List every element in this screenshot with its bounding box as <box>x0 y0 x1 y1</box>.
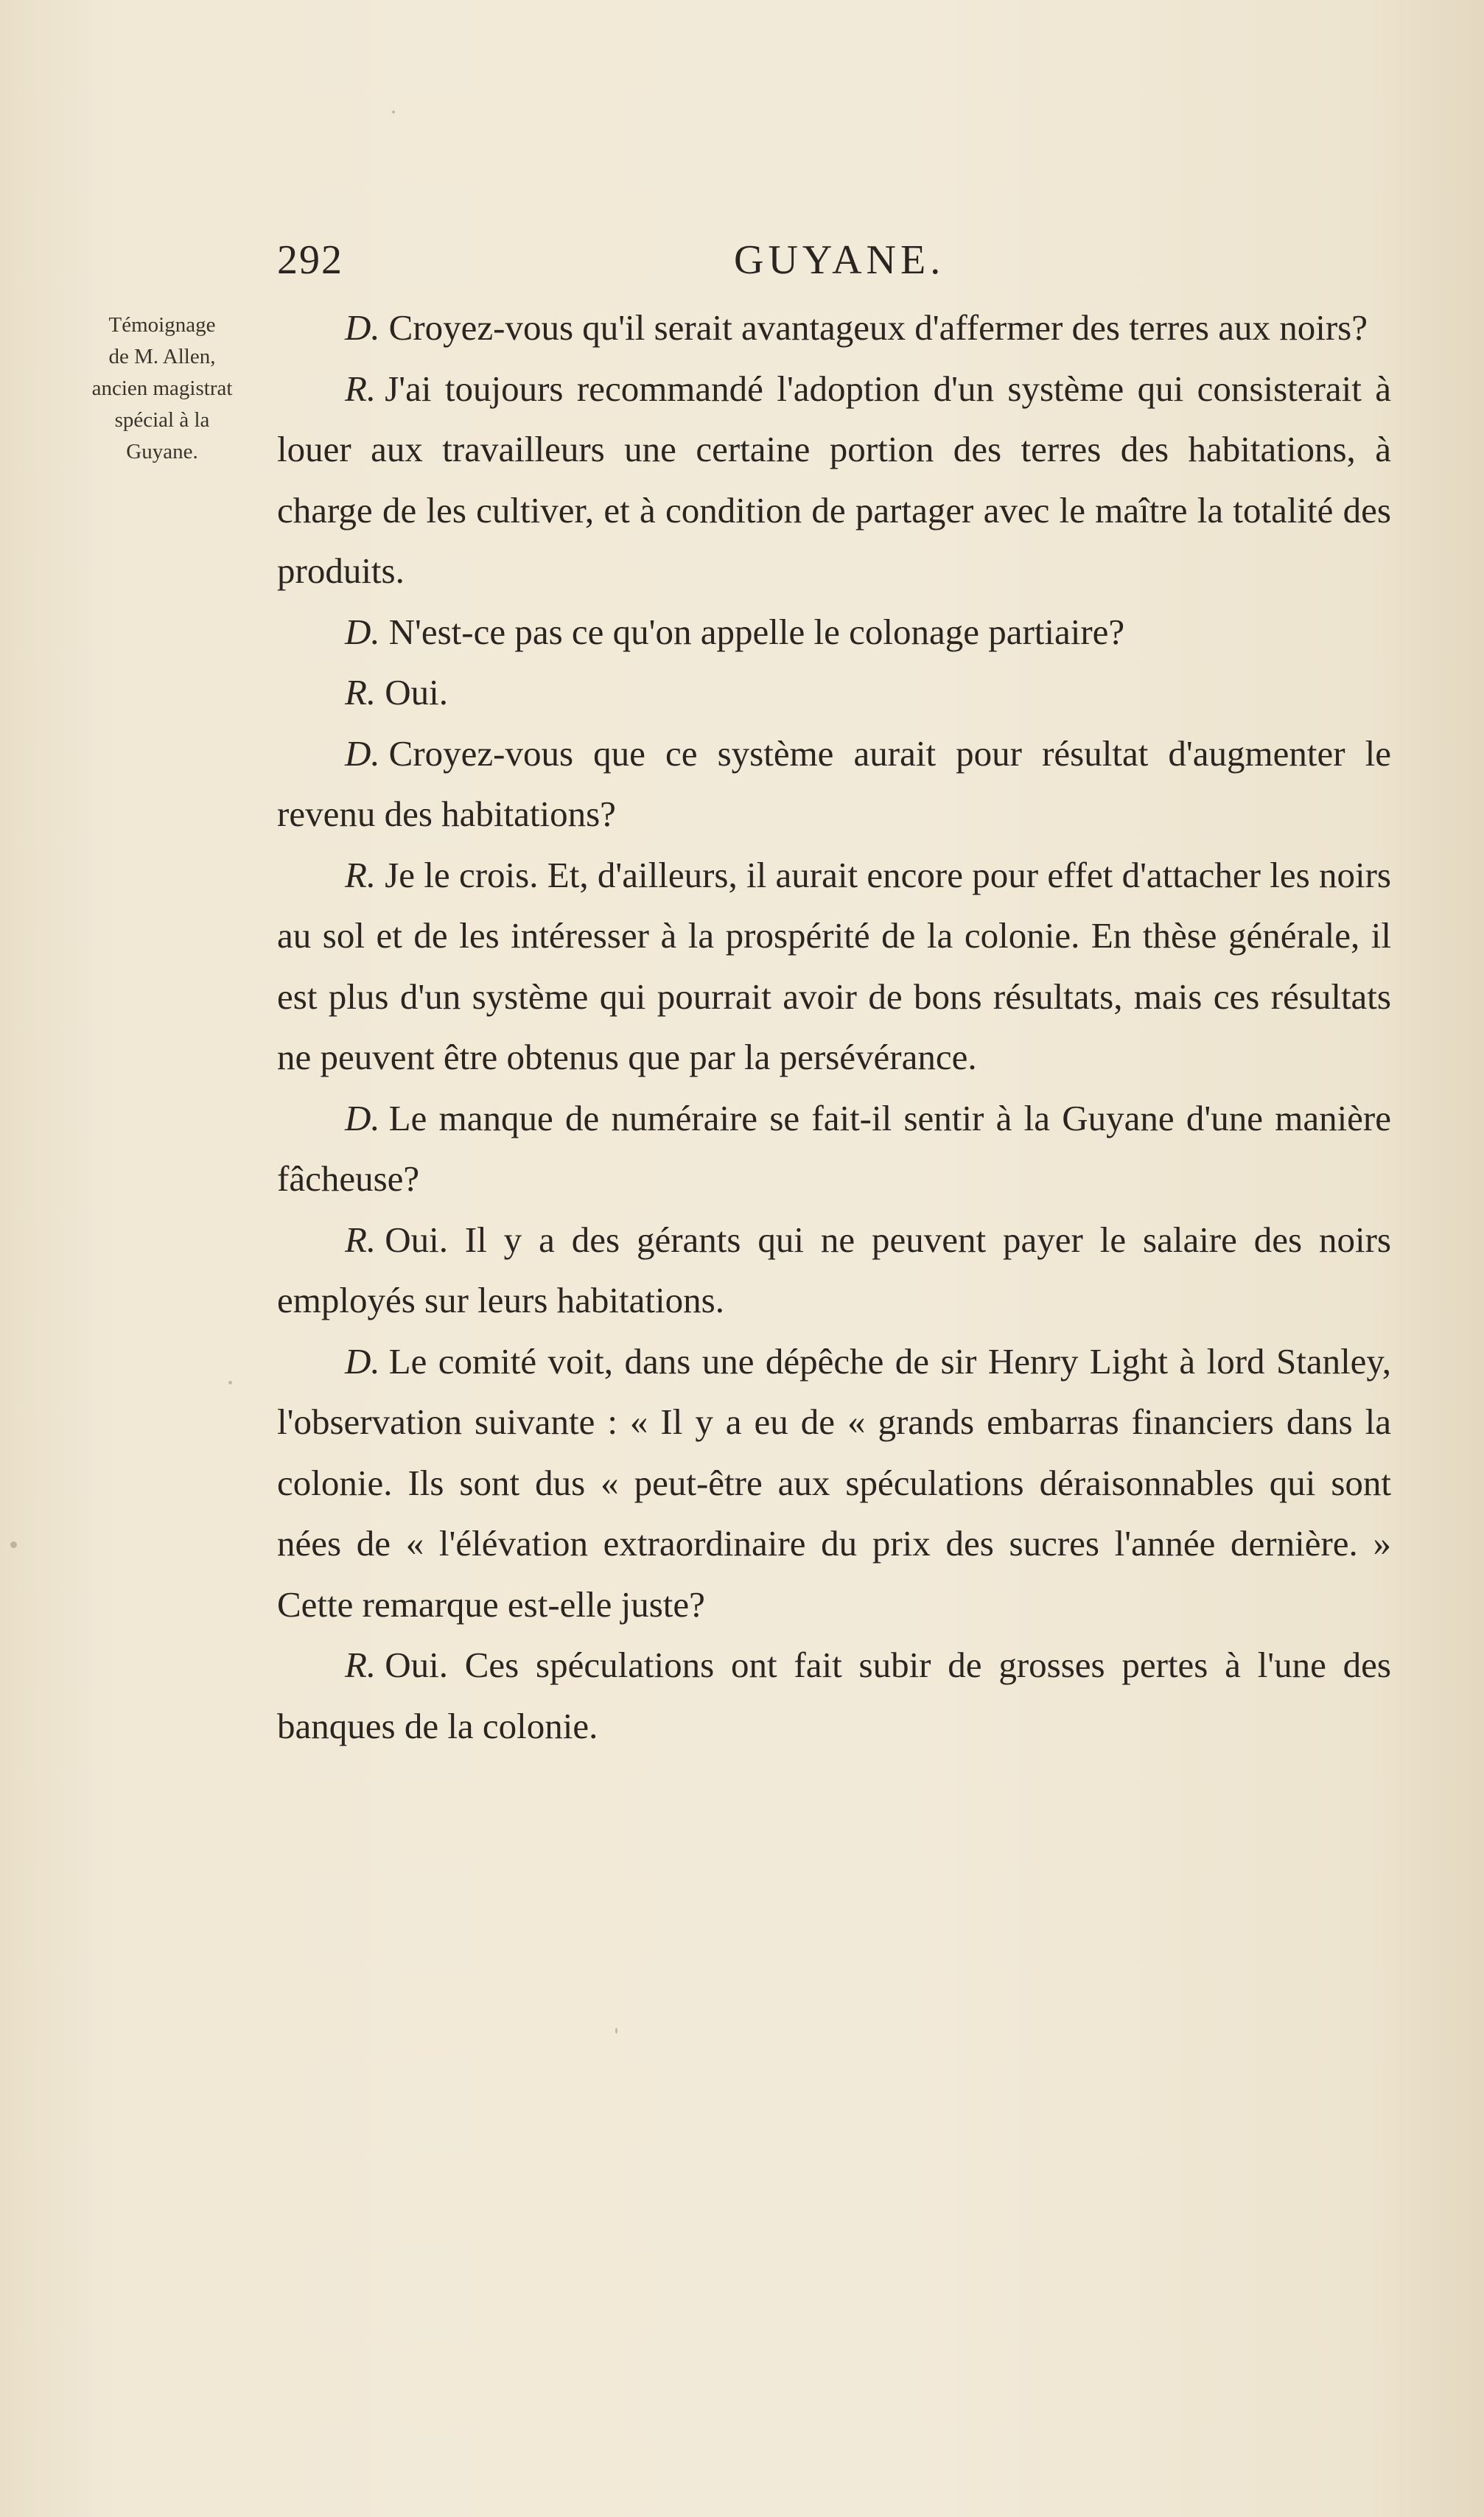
speaker-label: R. <box>345 1219 377 1260</box>
speaker-label: D. <box>345 1340 380 1382</box>
speaker-label: D. <box>345 732 380 774</box>
dialogue-paragraph <box>277 298 1391 359</box>
paper-speck <box>392 111 395 113</box>
margin-note-line: Guyane. <box>126 440 198 463</box>
running-title: GUYANE. <box>734 237 945 283</box>
dialogue-paragraph <box>277 1331 1391 1636</box>
margin-note-line: ancien magistrat <box>91 377 233 400</box>
margin-note-line: spécial à la <box>114 408 210 432</box>
dialogue-paragraph <box>277 662 1391 724</box>
paragraph-text: Oui. <box>385 672 448 713</box>
paragraph-text: Oui. Il y a des gérants qui ne peuvent payer le salaire des noirs employés sur leurs habitations. <box>277 1219 1391 1320</box>
paragraph-text: Croyez-vous qu'il serait avantageux d'affermer des terres aux noirs? <box>388 307 1368 348</box>
body-text <box>277 298 1391 1757</box>
speaker-label: R. <box>345 854 377 895</box>
paragraph-text: Je le crois. Et, d'ailleurs, il aurait encore pour effet d'attacher les noirs au sol et de les intéresser à la prospérité de la colonie. En thèse générale, il est plus d'un système qui pourrait avoir de bons résultats, mais ces résultats ne peuvent être obtenus que par la persévérance. <box>277 854 1391 1077</box>
dialogue-paragraph <box>277 1210 1391 1331</box>
paper-speck <box>10 1541 17 1548</box>
speaker-label: R. <box>345 1645 377 1685</box>
speaker-label: D. <box>345 1097 380 1138</box>
speaker-label: D. <box>345 611 380 652</box>
paper-speck <box>615 2028 617 2034</box>
paragraph-text: Oui. Ces spéculations ont fait subir de grosses pertes à l'une des banques de la colonie. <box>277 1645 1391 1746</box>
paragraph-text: N'est-ce pas ce qu'on appelle le colonage partiaire? <box>388 611 1125 652</box>
margin-note-line: Témoignage <box>108 313 216 337</box>
page-number: 292 <box>277 237 343 283</box>
speaker-label: R. <box>345 368 377 409</box>
dialogue-paragraph <box>277 602 1391 663</box>
dialogue-paragraph <box>277 1088 1391 1210</box>
page-header <box>277 234 1391 286</box>
paragraph-text: Le comité voit, dans une dépêche de sir Henry Light à lord Stanley, l'observation suivante : « Il y a eu de « grands embarras financiers dans la colonie. Ils sont dus « peut-être aux spéculations déraisonnables qui sont nées de « l'élévation extraordinaire du prix des sucres l'année dernière. » Cette remarque est-elle juste? <box>277 1340 1391 1625</box>
dialogue-paragraph <box>277 845 1391 1088</box>
paper-speck <box>228 1381 232 1384</box>
margin-note-line: de M. Allen, <box>108 345 216 368</box>
speaker-label: D. <box>345 307 380 348</box>
paragraph-text: Le manque de numéraire se fait-il sentir à la Guyane d'une manière fâcheuse? <box>277 1097 1391 1199</box>
dialogue-paragraph <box>277 1635 1391 1757</box>
dialogue-paragraph <box>277 724 1391 845</box>
paragraph-text: Croyez-vous que ce système aurait pour résultat d'augmenter le revenu des habitations? <box>277 732 1391 834</box>
speaker-label: R. <box>345 672 377 713</box>
margin-note <box>74 309 251 468</box>
paragraph-text: J'ai toujours recommandé l'adoption d'un système qui consisterait à louer aux travailleurs une certaine portion des terres des habitations, à charge de les cultiver, et à condition de partager avec le maître la totalité des produits. <box>277 368 1391 591</box>
dialogue-paragraph <box>277 359 1391 602</box>
